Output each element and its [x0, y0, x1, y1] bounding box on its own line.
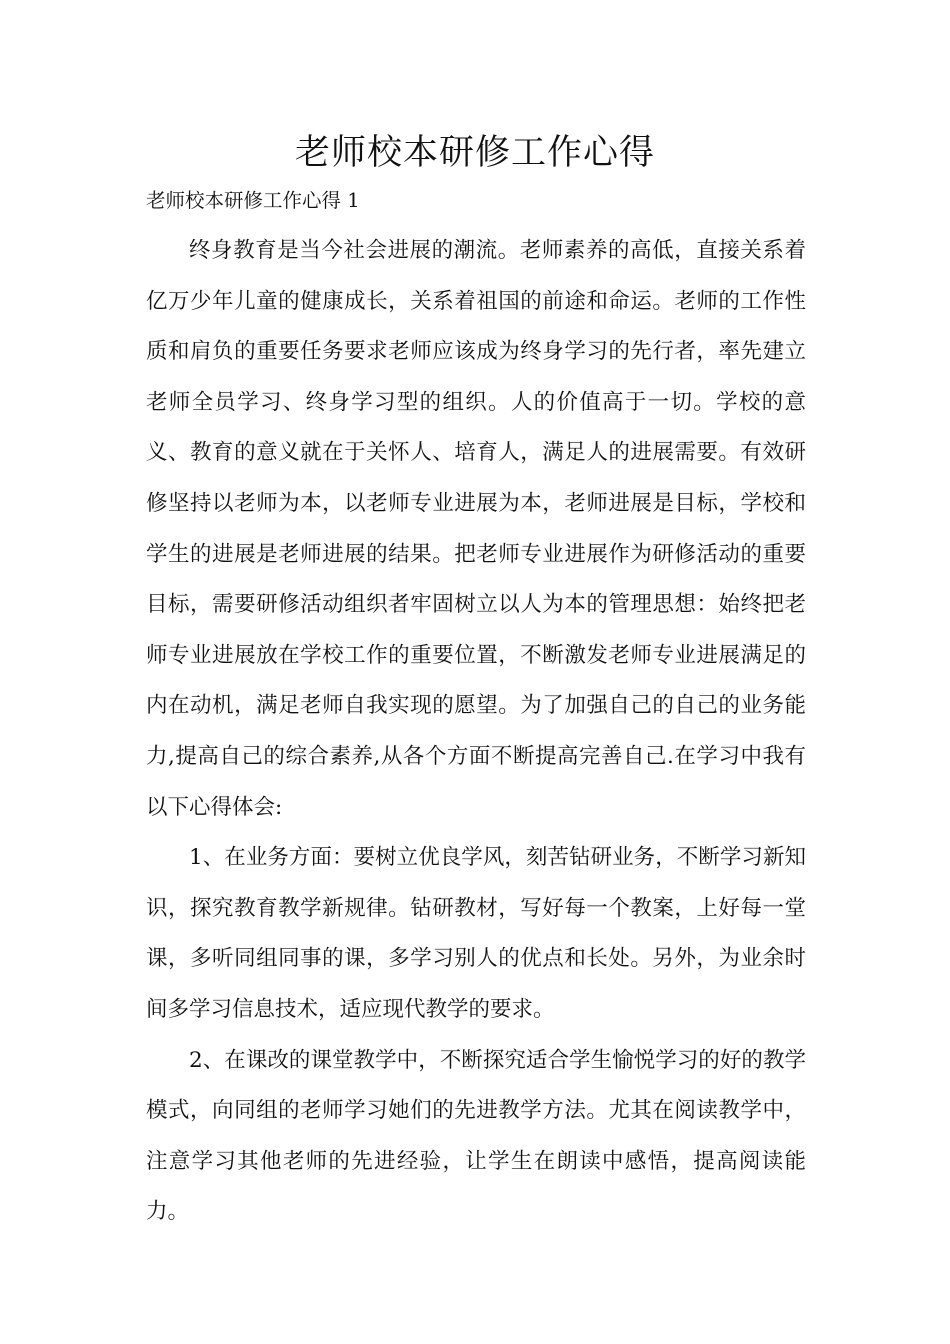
document-body — [146, 226, 806, 1238]
document-subtitle: 老师校本研修工作心得 1 — [146, 189, 360, 212]
paragraph-point-1: 1、在业务方面：要树立优良学风，刻苦钻研业务，不断学习新知识，探究教育教学新规律。钻研教材，写好每一个教案，上好每一堂课，多听同组同事的课，多学习别人的优点和长处。另外，为业余时间多学习信息技术，适应现代教学的要求。 — [146, 845, 806, 1022]
paragraph-intro: 终身教育是当今社会进展的潮流。老师素养的高低，直接关系着亿万少年儿童的健康成长，关系着祖国的前途和命运。老师的工作性质和肩负的重要任务要求老师应该成为终身学习的先行者，率先建立老师全员学习、终身学习型的组织。人的价值高于一切。学校的意义、教育的意义就在于关怀人、培育人，满足人的进展需要。有效研修坚持以老师为本，以老师专业进展为本，老师进展是目标，学校和学生的进展是老师进展的结果。把老师专业进展作为研修活动的重要目标，需要研修活动组织者牢固树立以人为本的管理思想：始终把老师专业进展放在学校工作的重要位置，不断激发老师专业进展满足的内在动机，满足老师自我实现的愿望。为了加强自己的自己的业务能力,提高自己的综合素养,从各个方面不断提高完善自己.在学习中我有以下心得体会: — [146, 238, 806, 820]
paragraph-point-2: 2、在课改的课堂教学中，不断探究适合学生愉悦学习的好的教学模式，向同组的老师学习她们的先进教学方法。尤其在阅读教学中，注意学习其他老师的先进经验，让学生在朗读中感悟，提高阅读能力。 — [146, 1047, 806, 1225]
document-title: 老师校本研修工作心得 — [294, 133, 655, 173]
